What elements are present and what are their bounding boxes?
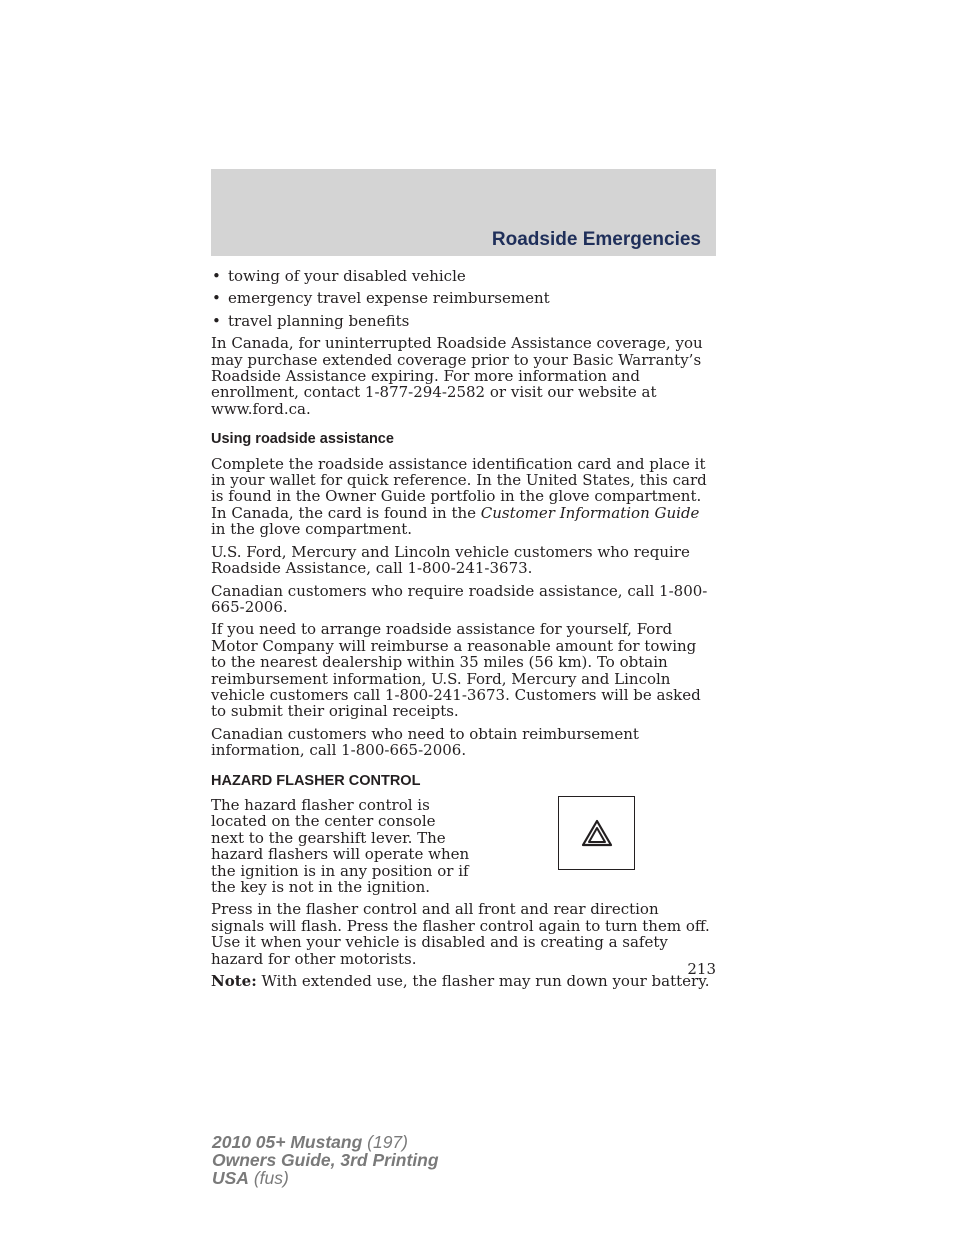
hazard-location-paragraph: The hazard flasher control is located on the center console next to the gearshift lever. The hazard flashers will operate when the ignition is in any position or if the key is not in the ignition. — [211, 795, 470, 896]
identification-card-paragraph — [211, 456, 716, 538]
page-number: 213 — [687, 960, 716, 978]
footer-printing-line: Owners Guide, 3rd Printing — [212, 1150, 439, 1170]
card-text-start: Complete the roadside assistance identification card and place it in your wallet for quick reference. In the United States, this card is found in the Owner Guide portfolio in the glove compartment. In Canada, the card is found in the — [211, 454, 707, 522]
reimbursement-paragraph: If you need to arrange roadside assistance for yourself, Ford Motor Company will reimburse a reasonable amount for towing to the nearest dealership within 35 miles (56 km). To obtain reimbursement information, U.S. Ford, Mercury and Lincoln vehicle customers call 1-800-241-3673. Customers will be asked to submit their original receipts. — [211, 620, 701, 721]
battery-note — [211, 973, 716, 989]
us-customers-paragraph: U.S. Ford, Mercury and Lincoln vehicle customers who require Roadside Assistance, call 1-800-241-3673. — [211, 542, 690, 578]
flasher-usage-paragraph: Press in the flasher control and all front and rear direction signals will flash. Press the flasher control again to turn them off. Use it when your vehicle is disabled and is creating a safety hazard for other motorists. — [211, 900, 710, 968]
canadian-reimbursement-paragraph: Canadian customers who need to obtain reimbursement information, call 1-800-665-2006. — [211, 724, 639, 760]
note-label: Note: — [211, 972, 257, 991]
footer-region-line — [212, 1169, 439, 1187]
hazard-flasher-heading: HAZARD FLASHER CONTROL — [211, 772, 421, 789]
card-text-end: in the glove compartment. — [211, 520, 413, 539]
footer-region-code: (fus) — [248, 1168, 289, 1188]
canada-coverage-paragraph: In Canada, for uninterrupted Roadside Assistance coverage, you may purchase extended coverage prior to your Basic Warranty’s Roadside Assistance expiring. For more information and enrollment, contact 1-877-294-2582 or visit our website at www.ford.ca. — [211, 334, 703, 418]
hazard-flasher-block — [211, 797, 716, 895]
list-item: • travel planning benefits — [211, 313, 716, 329]
hazard-flasher-illustration — [558, 796, 635, 870]
section-header-band — [211, 169, 716, 256]
page-content — [211, 268, 716, 995]
note-text: With extended use, the flasher may run down your battery. — [256, 972, 710, 991]
using-roadside-heading: Using roadside assistance — [211, 431, 394, 448]
section-title: Roadside Emergencies — [491, 229, 701, 250]
bullet-list — [211, 268, 716, 329]
hazard-triangle-icon — [581, 819, 613, 847]
customer-information-guide-title: Customer Information Guide — [480, 503, 700, 522]
footer-model-line — [212, 1133, 439, 1151]
list-item: • emergency travel expense reimbursement — [211, 290, 716, 306]
footer-model-code: (197) — [362, 1132, 408, 1152]
document-footer — [212, 1133, 439, 1187]
footer-model: 2010 05+ Mustang — [212, 1132, 363, 1152]
canadian-customers-paragraph: Canadian customers who require roadside assistance, call 1-800-665-2006. — [211, 581, 708, 616]
footer-region: USA — [212, 1168, 249, 1188]
list-item: • towing of your disabled vehicle — [211, 268, 716, 284]
